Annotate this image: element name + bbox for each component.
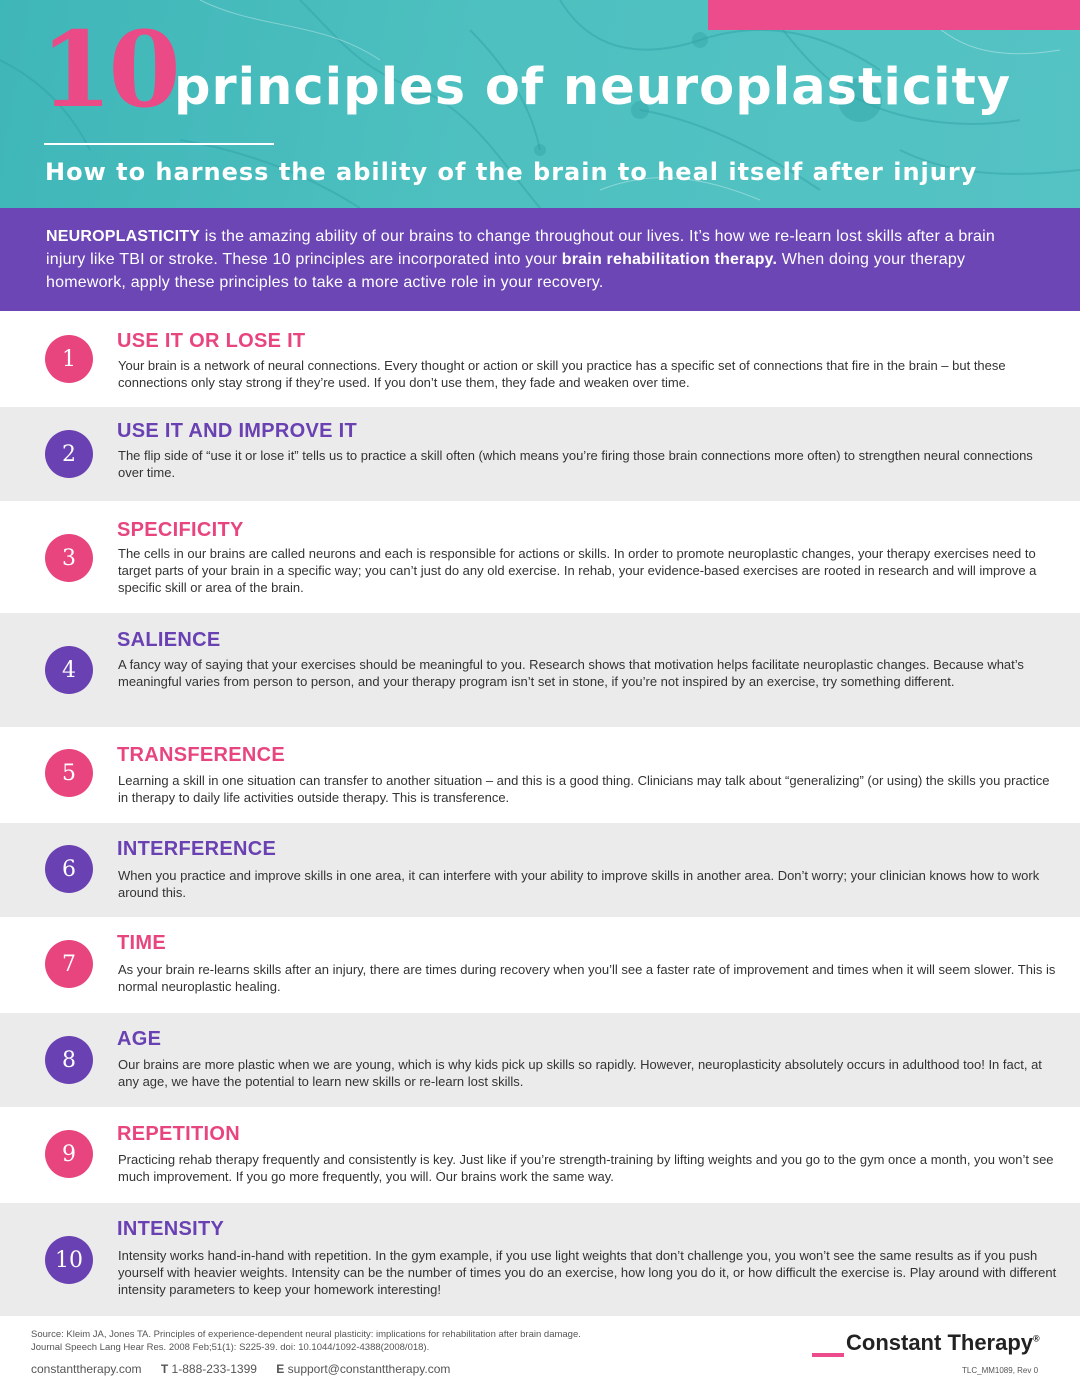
principle-description: When you practice and improve skills in one area, it can interfere with your ability to improve skills in another area. Don’t worry; your clinician knows how to work around this.	[118, 868, 1040, 900]
principle-title: USE IT AND IMPROVE IT	[117, 420, 358, 442]
email-label: E	[276, 1362, 285, 1376]
page-subtitle: How to harness the ability of the brain to heal itself after injury	[45, 158, 978, 186]
principle-number-badge: 2	[45, 430, 93, 478]
website-link[interactable]: constanttherapy.com	[31, 1362, 142, 1376]
principle-number-badge: 8	[45, 1036, 93, 1084]
header-number: 10	[40, 8, 177, 131]
principle-row	[0, 311, 1080, 407]
principle-description: The flip side of “use it or lose it” tells us to practice a skill often (which means you’re firing those brain connections more often) to strengthen neural connections over time.	[118, 448, 1033, 480]
principle-title: INTERFERENCE	[117, 838, 277, 860]
principle-number-badge: 5	[45, 749, 93, 797]
intro-text-2: When doing your therapy homework, apply these principles to take a more active role in your recovery.	[46, 251, 966, 291]
principle-title: REPETITION	[117, 1123, 241, 1145]
principle-description: Intensity works hand-in-hand with repetition. In the gym example, if you use light weights that don’t challenge you, you won’t see the same results as if you push yourself with heavier weights. Intensity can be the number of times you do an exercise, how long you do it, or how difficult the exercise is. Play around with different intensity parameters to keep your homework interesting!	[118, 1248, 1057, 1297]
principle-number-badge: 7	[45, 940, 93, 988]
principle-title: SALIENCE	[117, 629, 221, 651]
source-line-1: Source: Kleim JA, Jones TA. Principles of experience-dependent neural plasticity: implications for rehabilitation after brain damage.	[31, 1329, 581, 1340]
principle-row	[0, 501, 1080, 613]
principle-description: As your brain re-learns skills after an injury, there are times during recovery when you’ll see a faster rate of improvement and times when it will seem slower. This is normal neuroplastic healing.	[118, 962, 1056, 994]
principle-row	[0, 1107, 1080, 1203]
header-banner	[0, 0, 1080, 208]
principle-number-badge: 9	[45, 1130, 93, 1178]
header-accent-bar	[708, 0, 1080, 30]
email-link[interactable]: support@constanttherapy.com	[287, 1362, 451, 1376]
principle-number-badge: 10	[45, 1236, 93, 1284]
principle-title: INTENSITY	[117, 1218, 225, 1240]
principle-row	[0, 1203, 1080, 1316]
intro-text-1: is the amazing ability of our brains to change throughout our lives. It’s how we re-learn lost skills after a brain injury like TBI or stroke. These 10 principles are incorporated into your	[46, 228, 995, 268]
principle-number-badge: 4	[45, 646, 93, 694]
principle-description: The cells in our brains are called neurons and each is responsible for actions or skills. In order to promote neuroplastic changes, your therapy exercises need to target parts of your brain in a specific way; you can’t just do any old exercise. In rehab, your evidence-based exercises are rooted in research and will improve a specific skill or area of the brain.	[118, 546, 1037, 595]
principle-title: TIME	[117, 932, 166, 954]
principles-list	[0, 311, 1080, 1316]
source-line-2: Journal Speech Lang Hear Res. 2008 Feb;51(1): S225-39. doi: 10.1044/1092-4388(2008/018).	[31, 1342, 430, 1353]
principle-row	[0, 917, 1080, 1013]
intro-lead: NEUROPLASTICITY	[46, 228, 201, 245]
logo-text: Constant Therapy	[846, 1330, 1034, 1355]
phone-number[interactable]: 1-888-233-1399	[171, 1362, 257, 1376]
principle-description: Practicing rehab therapy frequently and consistently is key. Just like if you’re strength-training by lifting weights and you go to the gym once a month, you won’t see much improvement. If you go more frequently, you will. Our brains work the same way.	[118, 1152, 1054, 1184]
page-title: principles of neuroplasticity	[174, 58, 1012, 117]
principle-description: Learning a skill in one situation can transfer to another situation – and this is a good thing. Clinicians may talk about “generalizing” (or using) the skills you practice in therapy to daily life activities outside therapy. This is transference.	[118, 773, 1050, 805]
principle-number-badge: 3	[45, 534, 93, 582]
source-citation	[31, 1328, 711, 1354]
principle-row	[0, 727, 1080, 823]
principle-number-badge: 1	[45, 335, 93, 383]
registered-mark: ®	[1033, 1333, 1040, 1344]
principle-title: TRANSFERENCE	[117, 744, 286, 766]
document-id: TLC_MM1089, Rev 0	[962, 1366, 1039, 1375]
principle-title: SPECIFICITY	[117, 519, 244, 541]
principle-row	[0, 613, 1080, 727]
phone-label: T	[160, 1362, 169, 1376]
intro-emphasis: brain rehabilitation therapy.	[561, 251, 778, 268]
contact-info	[31, 1362, 450, 1376]
logo-accent-bar	[812, 1353, 844, 1357]
principle-number-badge: 6	[45, 845, 93, 893]
principle-title: AGE	[117, 1028, 162, 1050]
principle-description: Our brains are more plastic when we are young, which is why kids pick up skills so rapidly. However, neuroplasticity absolutely occurs in adulthood too! In fact, at any age, we have the potential to learn new skills or re-learn lost skills.	[118, 1057, 1042, 1089]
principle-title: USE IT OR LOSE IT	[117, 330, 306, 352]
principle-row	[0, 1013, 1080, 1107]
title-divider	[44, 143, 274, 145]
footer	[0, 1316, 1080, 1389]
principle-description: Your brain is a network of neural connections. Every thought or action or skill you practice has a specific set of connections that fire in the brain – but these connections only stay strong if they’re used. If you don’t use them, they fade and weaken over time.	[118, 358, 1006, 390]
principle-row	[0, 823, 1080, 917]
principle-row	[0, 407, 1080, 501]
principle-description: A fancy way of saying that your exercises should be meaningful to you. Research shows that motivation helps facilitate neuroplastic changes. Because what’s meaningful varies from person to person, and your therapy program isn’t set in stone, if you’re not inspired by an exercise, try something different.	[118, 657, 1024, 689]
intro-paragraph	[0, 208, 1080, 311]
